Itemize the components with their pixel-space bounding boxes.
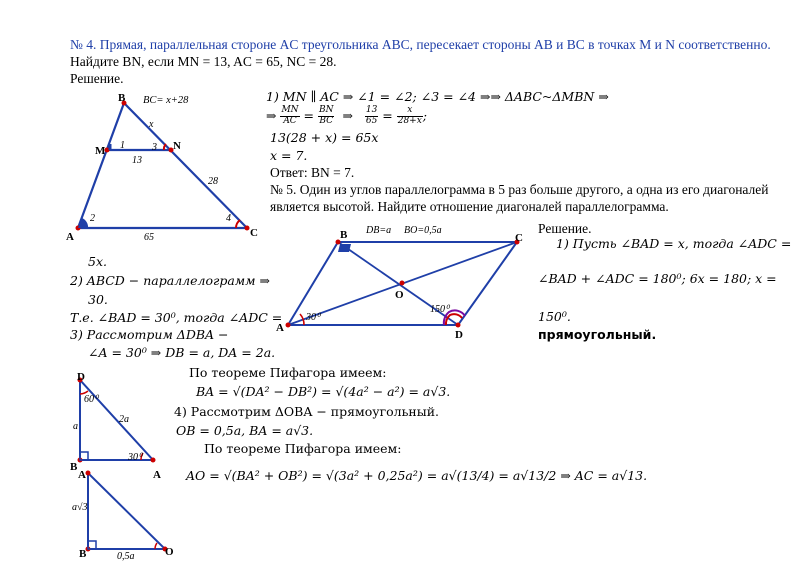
triangle-bao-figure xyxy=(86,471,168,552)
p5-step2: 2) ABCD − параллелограмм ⇒ xyxy=(70,273,270,288)
p5-step3: Т.е. ∠BAD = 30⁰, тогда ∠ADC = xyxy=(70,310,283,325)
mn-label: 13 xyxy=(132,155,142,166)
pg-db-note: DB=a xyxy=(366,225,392,236)
p5-ba-equation: BA = √(DA² − DB²) = √(4a² − a²) = a√3. xyxy=(196,384,451,399)
p5-pythagoras-2: По теореме Пифагора имеем: xyxy=(204,441,402,456)
problem4-solution-label: Решение. xyxy=(70,71,124,86)
rt1-point-a: A xyxy=(153,469,161,481)
p5-step4: 4) Рассмотрим ΔOBA − прямоугольный. xyxy=(174,404,439,419)
pg-point-d: D xyxy=(455,329,463,341)
pg-point-c: C xyxy=(515,232,523,244)
problem5-statement-line1: № 5. Один из углов параллелограмма в 5 раз больше другого, а одна из его диагоналей xyxy=(270,182,769,197)
p5-5x: 5x. xyxy=(88,254,107,269)
p5-step1c: 150⁰. xyxy=(538,309,571,324)
point-label-b: B xyxy=(118,92,126,104)
pg-point-o: O xyxy=(395,289,404,301)
pg-point-a: A xyxy=(276,322,284,334)
problem5-statement-line2: является высотой. Найдите отношение диагоналей параллелограмма. xyxy=(270,199,669,214)
rt1-side-2a: 2a xyxy=(119,414,129,425)
pg-point-b: B xyxy=(340,229,348,241)
bc-note: BC= x+28 xyxy=(143,95,189,106)
p4-proportion: ⇒ $\frac{MN}{AC}$ = $\frac{BN}{BC}$ ⇒ $\frac{13}{65}$ = $\frac{x}{28+x}$ ; xyxy=(266,105,428,126)
rt2-side-half: 0,5a xyxy=(117,551,135,562)
angle-3-label: 3 xyxy=(152,142,157,153)
ac-label: 65 xyxy=(144,232,154,243)
problem4-statement-line1: № 4. Прямая, параллельная стороне AC треугольника ABC, пересекает стороны AB и BC в точках M и N соответственно. xyxy=(70,37,771,52)
parallelogram-abcd-figure xyxy=(286,240,520,328)
rt2-point-a: A xyxy=(78,469,86,481)
p4-step1: 1) MN ∥ AC ⇒ ∠1 = ∠2; ∠3 = ∠4 ⇒⇒ ΔABC~ΔMBN ⇒ xyxy=(266,89,609,104)
problem5-solution-label: Решение. xyxy=(538,221,592,236)
rt1-point-b: B xyxy=(70,461,78,473)
rt1-point-d: D xyxy=(77,371,85,383)
rt1-angle-60: 60⁰ xyxy=(84,394,99,405)
rt2-point-b: B xyxy=(79,548,87,560)
pg-bo-note: BO=0,5a xyxy=(404,225,442,236)
p5-step1b: ∠BAD + ∠ADC = 180⁰; 6x = 180; x = xyxy=(538,271,777,286)
problem4-statement-line2: Найдите BN, если MN = 13, AC = 65, NC = 28. xyxy=(70,54,337,69)
p5-ob-equation: OB = 0,5a, BA = a√3. xyxy=(176,423,314,438)
point-label-m: M xyxy=(95,145,106,157)
p5-step1: 1) Пусть ∠BAD = x, тогда ∠ADC = xyxy=(556,236,792,251)
rt2-point-o: O xyxy=(165,546,174,558)
pg-angle-30: 30⁰ xyxy=(306,312,321,323)
triangle-abc-figure xyxy=(76,101,250,231)
p5-step3b: 3) Рассмотрим ΔDBA − xyxy=(70,327,229,342)
p5-ao-equation: AO = √(BA² + OB²) = √(3a² + 0,25a²) = a√(13/4) = a√13/2 ⇒ AC = a√13. xyxy=(186,468,648,483)
point-label-n: N xyxy=(173,140,181,152)
p5-step2b: 30. xyxy=(88,292,108,307)
p5-pythagoras-1: По теореме Пифагора имеем: xyxy=(189,365,387,380)
p4-eq1: 13(28 + x) = 65x xyxy=(270,130,379,145)
angle-1-label: 1 xyxy=(120,140,125,151)
triangle-dba-figure xyxy=(78,378,156,463)
p5-step3c: ∠A = 30⁰ ⇒ DB = a, DA = 2a. xyxy=(88,345,276,360)
angle-4-label: 4 xyxy=(226,213,231,224)
rt1-side-a: a xyxy=(73,421,78,432)
rt2-side-a3: a√3 xyxy=(72,502,88,513)
rt1-angle-30: 30⁰ xyxy=(128,452,143,463)
point-label-a: A xyxy=(66,231,74,243)
nc-label: 28 xyxy=(208,176,218,187)
pg-angle-150: 150⁰ xyxy=(430,304,450,315)
bn-label: x xyxy=(149,119,154,130)
point-label-c: C xyxy=(250,227,258,239)
angle-2-label: 2 xyxy=(90,213,95,224)
p5-step1d: прямоугольный. xyxy=(538,327,657,342)
p4-eq2: x = 7. xyxy=(270,148,308,163)
p4-answer: Ответ: BN = 7. xyxy=(270,165,355,180)
